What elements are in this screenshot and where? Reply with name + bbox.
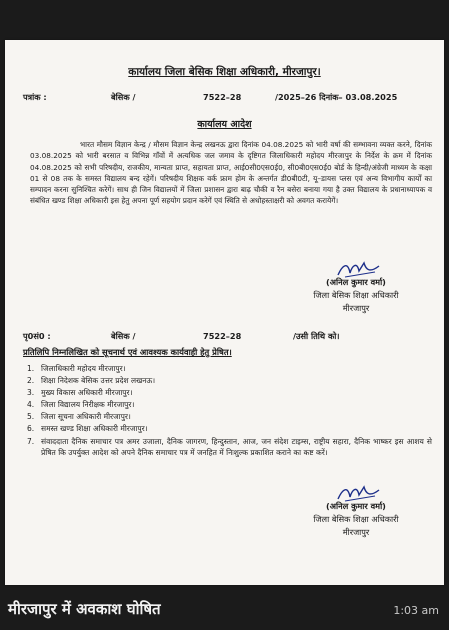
signature-block bbox=[301, 276, 411, 315]
ref-number: 7522–28 bbox=[203, 92, 242, 102]
signatory-place: मीरजापुर bbox=[342, 303, 370, 313]
list-item: 7. संवाददाता दैनिक समाचार पत्र अमर उजाला, दैनिक जागरण, हिन्दुस्तान, आज, जन संदेश टाइम्स, राष्ट्रीय सहारा, दैनिक भाष्कर इस आशय से प्रेषित कि उपर्युक्त आदेश को अपने दैनिक समाचार पत्र में जनहित में निःशुल्क प्रकाशित कराने का कष्ट करें। bbox=[27, 436, 432, 458]
copy-ref-label: पृ0सं0 : bbox=[23, 331, 51, 341]
order-body: भारत मौसम विज्ञान केन्द्र / मौसम विज्ञान केन्द्र लखनऊ द्वारा दिनांक 04.08.2025 को भारी वर्षा की सम्भावना व्यक्त करने, दिनांक 03.08.2025 को भारी बरसात व विभिन्न गाँवों में अत्यधिक जल जमाव के दृष्टिगत जिलाधिकारी महोदय मीरजापुर के निर्देश के क्रम में दिनांक 04.08.2025 को सभी परिषदीय, राजकीय, मान्यता प्राप्त, सहायता प्राप्त, आई0सी0एस0ई0, सी0बी0एस0ई0 बोर्ड के हिन्दी/अंग्रेजी माध्यम के कक्षा 01 से 08 तक के समस्त विद्यालय बन्द रहेगें। परिषदीय शिक्षक वर्क फ्राम होम के अन्तर्गत डी0बी0टी, यू–डायस प्लस एवं अन्य विभागीय कार्यों का सम्पादन करना सुनिश्चित करेगें। साथ ही जिन विद्यालयों में जिला प्रशासन द्वारा बाढ़ चौकी व रैन बसेरा बनाया गया है उक्त विद्यालय के प्रधानाध्यापक व संबंधित खण्ड शिक्षा अधिकारी इस हेतु अपना पूर्ण सहयोग प्रदान करेगें एवं स्थिति से अधोहस्ताक्षरी को अवगत करायेगें। bbox=[30, 140, 433, 206]
signatory-place: मीरजापुर bbox=[342, 527, 370, 537]
order-heading: कार्यालय आदेश bbox=[197, 119, 252, 130]
copy-list bbox=[27, 363, 432, 459]
signatory-name: (अनिल कुमार वर्मा) bbox=[326, 277, 386, 287]
document-image bbox=[5, 40, 444, 585]
list-item: 4. जिला विद्यालय निरीक्षक मीरजापुर। bbox=[27, 400, 135, 410]
office-title: कार्यालय जिला बेसिक शिक्षा अधिकारी, मीरजापुर। bbox=[128, 66, 321, 78]
list-item: 2. शिक्षा निदेशक बेसिक उत्तर प्रदेश लखनऊ। bbox=[27, 376, 156, 386]
copy-ref-number: 7522–28 bbox=[203, 331, 242, 341]
signatory-designation: जिला बेसिक शिक्षा अधिकारी bbox=[313, 290, 399, 300]
signatory-designation: जिला बेसिक शिक्षा अधिकारी bbox=[313, 514, 399, 524]
message-timestamp: 1:03 am bbox=[393, 604, 439, 617]
signatory-name: (अनिल कुमार वर्मा) bbox=[326, 501, 386, 511]
list-item: 1. जिलाधिकारी महोदय मीरजापुर। bbox=[27, 364, 126, 373]
signature-block bbox=[301, 500, 411, 539]
ref-section: बेसिक / bbox=[111, 92, 136, 102]
message-caption: मीरजापुर में अवकाश घोषित bbox=[8, 600, 161, 618]
copy-ref-section: बेसिक / bbox=[111, 331, 136, 341]
copy-ref-date: /उसी तिथि को। bbox=[293, 331, 340, 341]
list-item: 3. मुख्य विकास अधिकारी मीरजापुर। bbox=[27, 388, 133, 398]
message-caption-bar bbox=[0, 595, 449, 630]
copy-intro: प्रतिलिपि निम्नलिखित को सूचनार्थ एवं आवश्यक कार्यवाही हेतु प्रेषित। bbox=[23, 347, 232, 357]
ref-label: पत्रांक : bbox=[23, 92, 47, 102]
ref-year-date: /2025–26 दिनांक– 03.08.2025 bbox=[275, 92, 398, 102]
list-item: 6. समस्त खण्ड शिक्षा अधिकारी मीरजापुर। bbox=[27, 424, 148, 434]
list-item: 5. जिला सूचना अधिकारी मीरजापुर। bbox=[27, 412, 131, 422]
